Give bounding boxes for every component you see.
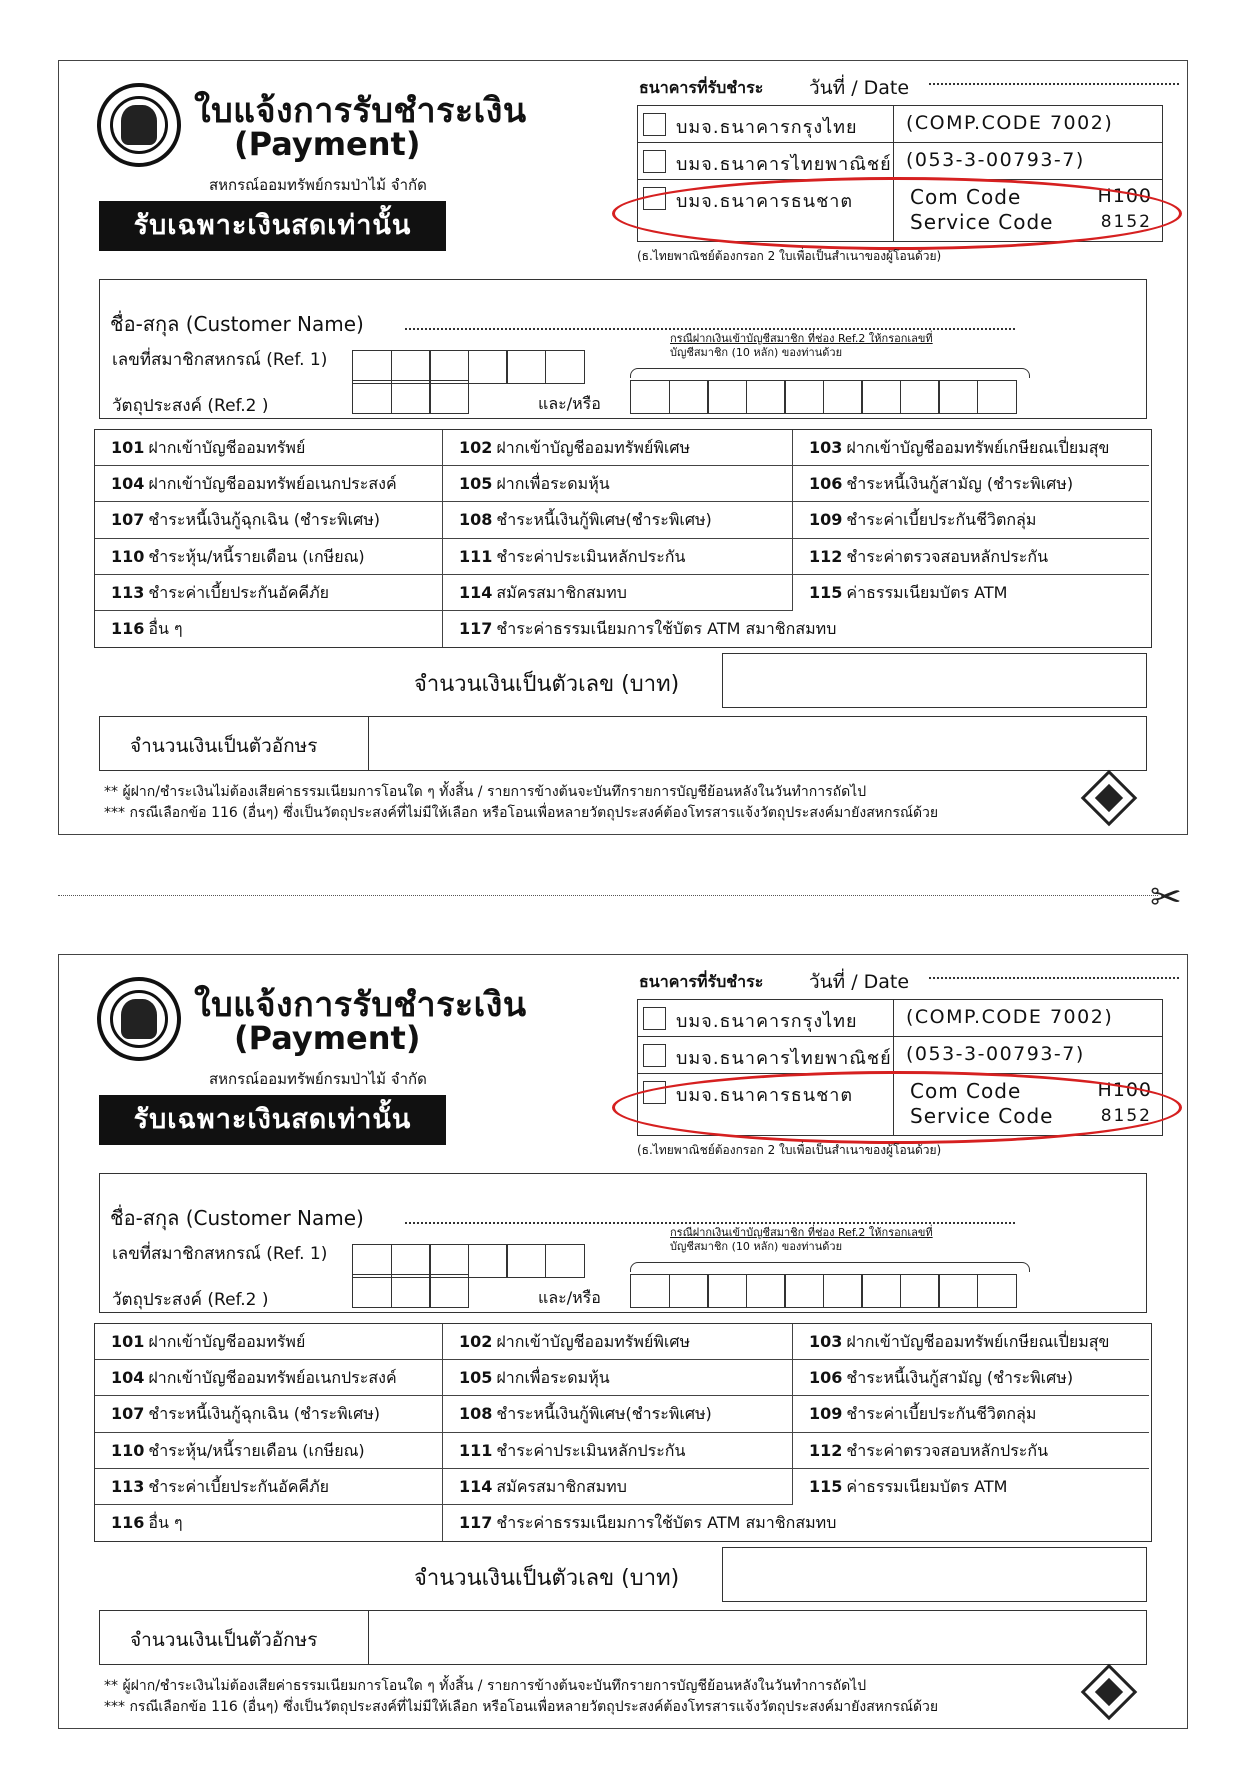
slip-title-en: (Payment) (234, 1019, 421, 1057)
purpose-item: 106 ชำระหนี้เงินกู้สามัญ (ชำระพิเศษ) (793, 466, 1149, 502)
bank-account: (053-3-00793-7) (906, 1043, 1085, 1065)
bank-checkbox[interactable] (643, 113, 666, 136)
bank-checkbox[interactable] (643, 150, 666, 173)
customer-section (99, 1173, 1147, 1313)
coop-seal-logo (97, 83, 181, 167)
ref1-input-boxes[interactable] (352, 350, 583, 384)
bank-note: (ธ.ไทยพาณิชย์ต้องกรอก 2 ใบเพื่อเป็นสำเนาของผู้โอนด้วย) (637, 249, 942, 263)
highlight-ellipse (612, 1071, 1182, 1144)
date-field[interactable] (929, 83, 1179, 85)
bank-header: ธนาคารที่รับชำระ (639, 972, 764, 991)
comp-code: H100 (1097, 1079, 1152, 1101)
coop-name: สหกรณ์ออมทรัพย์กรมป่าไม้ จำกัด (209, 176, 427, 194)
ref-note: กรณีฝากเงินเข้าบัญชีสมาชิก ที่ช่อง Ref.2 ให้กรอกเลขที่ บัญชีสมาชิก (10 หลัก) ของท่านด้วย (670, 332, 933, 359)
cash-only-banner: รับเฉพาะเงินสดเท่านั้น (99, 1095, 446, 1145)
purpose-item: 103 ฝากเข้าบัญชีออมทรัพย์เกษียณเปี่ยมสุข (793, 430, 1149, 466)
purpose-item: 116 อื่น ๆ (95, 1505, 443, 1541)
amount-number-field[interactable] (722, 1547, 1147, 1602)
service-code-label: Service Code (910, 1104, 1054, 1128)
bank-name: บมจ.ธนาคารกรุงไทย (676, 117, 858, 138)
ref2-input-boxes[interactable] (352, 1274, 468, 1308)
purpose-item: 111 ชำระค่าประเมินหลักประกัน (443, 1433, 793, 1469)
brace (630, 1262, 1030, 1272)
purpose-item: 103 ฝากเข้าบัญชีออมทรัพย์เกษียณเปี่ยมสุข (793, 1324, 1149, 1360)
customer-name-label: ชื่อ-สกุล (Customer Name) (110, 1206, 364, 1230)
purpose-item: 110 ชำระหุ้น/หนี้รายเดือน (เกษียณ) (95, 539, 443, 575)
ref2-label: วัตถุประสงค์ (Ref.2 ) (112, 1290, 269, 1310)
purpose-item: 101 ฝากเข้าบัญชีออมทรัพย์ (95, 430, 443, 466)
highlight-ellipse (612, 177, 1182, 250)
purpose-item: 117 ชำระค่าธรรมเนียมการใช้บัตร ATM สมาชิกสมทบ (459, 618, 837, 638)
purpose-item: 108 ชำระหนี้เงินกู้พิเศษ(ชำระพิเศษ) (443, 1396, 793, 1432)
purpose-item: 117 ชำระค่าธรรมเนียมการใช้บัตร ATM สมาชิกสมทบ (459, 1512, 837, 1532)
purpose-item: 107 ชำระหนี้เงินกู้ฉุกเฉิน (ชำระพิเศษ) (95, 502, 443, 538)
customer-name-label: ชื่อ-สกุล (Customer Name) (110, 312, 364, 336)
purpose-item: 114 สมัครสมาชิกสมทบ (443, 1469, 793, 1505)
bank-row (638, 106, 1162, 143)
purpose-item: 116 อื่น ๆ (95, 611, 443, 647)
purpose-item: 110 ชำระหุ้น/หนี้รายเดือน (เกษียณ) (95, 1433, 443, 1469)
bank-row (638, 1037, 1162, 1074)
purpose-table (94, 1323, 1152, 1542)
ref-note: กรณีฝากเงินเข้าบัญชีสมาชิก ที่ช่อง Ref.2 ให้กรอกเลขที่ บัญชีสมาชิก (10 หลัก) ของท่านด้วย (670, 1226, 933, 1253)
purpose-item: 107 ชำระหนี้เงินกู้ฉุกเฉิน (ชำระพิเศษ) (95, 1396, 443, 1432)
ref2-label: วัตถุประสงค์ (Ref.2 ) (112, 396, 269, 416)
service-code: 8152 (1100, 212, 1152, 232)
purpose-item: 102 ฝากเข้าบัญชีออมทรัพย์พิเศษ (443, 1324, 793, 1360)
comp-code: H100 (1097, 185, 1152, 207)
bank-row (638, 143, 1162, 180)
comp-code-label: Com Code (910, 1079, 1022, 1103)
service-code-label: Service Code (910, 210, 1054, 234)
brace (630, 368, 1030, 378)
customer-name-field[interactable] (405, 328, 1015, 330)
purpose-item: 109 ชำระค่าเบี้ยประกันชีวิตกลุ่ม (793, 1396, 1149, 1432)
purpose-item: 106 ชำระหนี้เงินกู้สามัญ (ชำระพิเศษ) (793, 1360, 1149, 1396)
coop-name: สหกรณ์ออมทรัพย์กรมป่าไม้ จำกัด (209, 1070, 427, 1088)
bank-checkbox[interactable] (643, 1007, 666, 1030)
amount-words-section (99, 1610, 1147, 1665)
purpose-item: 113 ชำระค่าเบี้ยประกันอัคคีภัย (95, 575, 443, 611)
bank-code: (COMP.CODE 7002) (906, 1006, 1114, 1028)
coop-seal-logo (97, 977, 181, 1061)
account-input-boxes[interactable] (630, 380, 1015, 414)
slip-title-th: ใบแจ้งการรับชำระเงิน (194, 985, 527, 1025)
purpose-table (94, 429, 1152, 648)
purpose-item: 112 ชำระค่าตรวจสอบหลักประกัน (793, 1433, 1149, 1469)
purpose-item: 104 ฝากเข้าบัญชีออมทรัพย์อเนกประสงค์ (95, 1360, 443, 1396)
cut-line (58, 895, 1158, 896)
bank-code: (COMP.CODE 7002) (906, 112, 1114, 134)
ref1-label: เลขที่สมาชิกสหกรณ์ (Ref. 1) (112, 350, 328, 370)
and-or-label: และ/หรือ (538, 394, 601, 413)
bank-name: บมจ.ธนาคารกรุงไทย (676, 1011, 858, 1032)
service-code: 8152 (1100, 1106, 1152, 1126)
customer-name-field[interactable] (405, 1222, 1015, 1224)
purpose-item: 113 ชำระค่าเบี้ยประกันอัคคีภัย (95, 1469, 443, 1505)
bank-name: บมจ.ธนาคารไทยพาณิชย์ (676, 154, 892, 175)
bank-note: (ธ.ไทยพาณิชย์ต้องกรอก 2 ใบเพื่อเป็นสำเนาของผู้โอนด้วย) (637, 1143, 942, 1157)
purpose-item: 102 ฝากเข้าบัญชีออมทรัพย์พิเศษ (443, 430, 793, 466)
scissors-icon: ✂ (1150, 875, 1182, 919)
amount-words-label: จำนวนเงินเป็นตัวอักษร (130, 735, 318, 757)
amount-words-section (99, 716, 1147, 771)
ref1-input-boxes[interactable] (352, 1244, 583, 1278)
customer-section (99, 279, 1147, 419)
date-field[interactable] (929, 977, 1179, 979)
amount-number-label: จำนวนเงินเป็นตัวเลข (บาท) (414, 672, 680, 697)
payment-slip-bottom (58, 954, 1188, 1729)
purpose-item: 115 ค่าธรรมเนียมบัตร ATM (809, 1476, 1008, 1496)
purpose-item: 108 ชำระหนี้เงินกู้พิเศษ(ชำระพิเศษ) (443, 502, 793, 538)
slip-title-en: (Payment) (234, 125, 421, 163)
amount-number-field[interactable] (722, 653, 1147, 708)
bank-name: บมจ.ธนาคารธนชาต (676, 1085, 854, 1106)
purpose-item: 105 ฝากเพื่อระดมหุ้น (443, 1360, 793, 1396)
bank-checkbox[interactable] (643, 1044, 666, 1067)
amount-words-label: จำนวนเงินเป็นตัวอักษร (130, 1629, 318, 1651)
date-label: วันที่ / Date (809, 971, 910, 993)
account-input-boxes[interactable] (630, 1274, 1015, 1308)
purpose-item: 112 ชำระค่าตรวจสอบหลักประกัน (793, 539, 1149, 575)
and-or-label: และ/หรือ (538, 1288, 601, 1307)
bank-name: บมจ.ธนาคารธนชาต (676, 191, 854, 212)
cash-only-banner: รับเฉพาะเงินสดเท่านั้น (99, 201, 446, 251)
footnote: *** กรณีเลือกข้อ 116 (อื่นๆ) ซึ่งเป็นวัตถุประสงค์ที่ไม่มีให้เลือก หรือโอนเพื่อหลายวัตถุประสงค์ต้องโทรสารแจ้งวัตถุประสงค์มายังสหกรณ์ด้วย (104, 805, 939, 821)
bank-name: บมจ.ธนาคารไทยพาณิชย์ (676, 1048, 892, 1069)
slip-title-th: ใบแจ้งการรับชำระเงิน (194, 91, 527, 131)
purpose-item: 114 สมัครสมาชิกสมทบ (443, 575, 793, 611)
purpose-item: 111 ชำระค่าประเมินหลักประกัน (443, 539, 793, 575)
printer-logo (1081, 770, 1138, 827)
purpose-item: 104 ฝากเข้าบัญชีออมทรัพย์อเนกประสงค์ (95, 466, 443, 502)
ref2-input-boxes[interactable] (352, 380, 468, 414)
date-label: วันที่ / Date (809, 77, 910, 99)
bank-header: ธนาคารที่รับชำระ (639, 78, 764, 97)
footnote: *** กรณีเลือกข้อ 116 (อื่นๆ) ซึ่งเป็นวัตถุประสงค์ที่ไม่มีให้เลือก หรือโอนเพื่อหลายวัตถุประสงค์ต้องโทรสารแจ้งวัตถุประสงค์มายังสหกรณ์ด้วย (104, 1699, 939, 1715)
bank-account: (053-3-00793-7) (906, 149, 1085, 171)
footnote: ** ผู้ฝาก/ชำระเงินไม่ต้องเสียค่าธรรมเนียมการโอนใด ๆ ทั้งสิ้น / รายการข้างต้นจะบันทึกรายการบัญชีย้อนหลังในวันทำการถัดไป (104, 784, 867, 800)
bank-row (638, 1000, 1162, 1037)
comp-code-label: Com Code (910, 185, 1022, 209)
ref1-label: เลขที่สมาชิกสหกรณ์ (Ref. 1) (112, 1244, 328, 1264)
purpose-item: 101 ฝากเข้าบัญชีออมทรัพย์ (95, 1324, 443, 1360)
amount-number-label: จำนวนเงินเป็นตัวเลข (บาท) (414, 1566, 680, 1591)
footnote: ** ผู้ฝาก/ชำระเงินไม่ต้องเสียค่าธรรมเนียมการโอนใด ๆ ทั้งสิ้น / รายการข้างต้นจะบันทึกรายการบัญชีย้อนหลังในวันทำการถัดไป (104, 1678, 867, 1694)
purpose-item: 105 ฝากเพื่อระดมหุ้น (443, 466, 793, 502)
purpose-item: 115 ค่าธรรมเนียมบัตร ATM (809, 582, 1008, 602)
payment-slip-top (58, 60, 1188, 835)
purpose-item: 109 ชำระค่าเบี้ยประกันชีวิตกลุ่ม (793, 502, 1149, 538)
printer-logo (1081, 1664, 1138, 1721)
